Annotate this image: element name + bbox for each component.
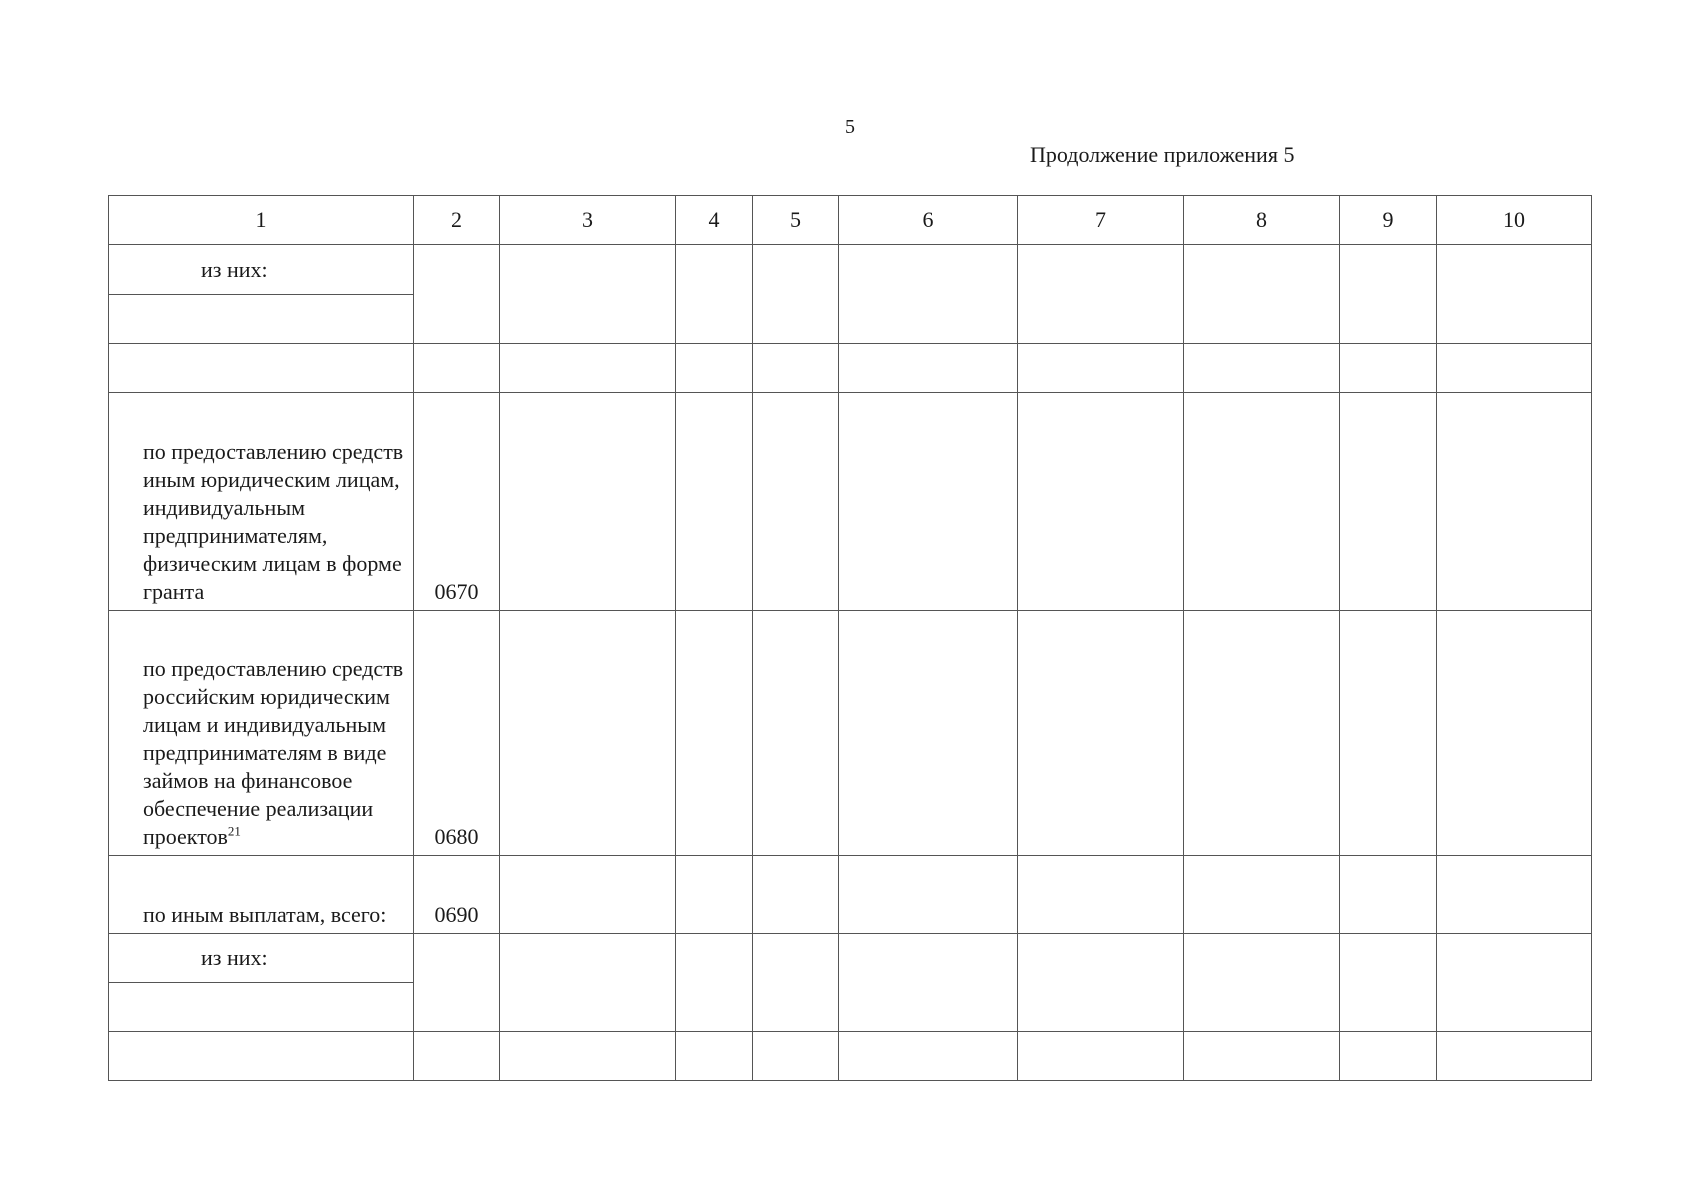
table-cell bbox=[753, 245, 839, 344]
row-code: 0690 bbox=[414, 856, 500, 934]
row-code: 0680 bbox=[414, 611, 500, 856]
table-cell bbox=[500, 393, 676, 611]
subheading-iz-nih: из них: bbox=[109, 934, 414, 983]
table-cell bbox=[500, 344, 676, 393]
row-code: 0670 bbox=[414, 393, 500, 611]
table-cell bbox=[753, 856, 839, 934]
table-cell bbox=[1184, 856, 1340, 934]
page-number: 5 bbox=[845, 116, 855, 138]
table-cell bbox=[753, 393, 839, 611]
table-cell bbox=[109, 983, 414, 1032]
column-number: 4 bbox=[676, 196, 753, 245]
table-cell bbox=[1340, 856, 1437, 934]
table-cell bbox=[676, 856, 753, 934]
column-number: 3 bbox=[500, 196, 676, 245]
column-number: 6 bbox=[839, 196, 1018, 245]
table-cell bbox=[753, 1032, 839, 1081]
table-cell bbox=[1437, 856, 1592, 934]
column-number: 5 bbox=[753, 196, 839, 245]
column-number: 7 bbox=[1018, 196, 1184, 245]
table-cell bbox=[1018, 856, 1184, 934]
table-cell bbox=[109, 1032, 414, 1081]
table-cell bbox=[500, 245, 676, 344]
table-cell bbox=[500, 934, 676, 1032]
table-cell bbox=[753, 344, 839, 393]
table-cell bbox=[1340, 344, 1437, 393]
table-cell bbox=[1018, 245, 1184, 344]
table-cell bbox=[1018, 344, 1184, 393]
subheading-iz-nih: из них: bbox=[109, 245, 414, 295]
table-cell bbox=[1437, 344, 1592, 393]
table-cell bbox=[1340, 245, 1437, 344]
table-cell bbox=[753, 611, 839, 856]
table-row bbox=[109, 344, 1592, 393]
table-cell bbox=[1184, 393, 1340, 611]
table-cell bbox=[414, 1032, 500, 1081]
table-cell bbox=[500, 611, 676, 856]
table-cell bbox=[1018, 1032, 1184, 1081]
table-cell bbox=[1184, 611, 1340, 856]
table-cell bbox=[676, 934, 753, 1032]
table-cell bbox=[109, 295, 414, 344]
table-cell bbox=[1018, 934, 1184, 1032]
table-cell bbox=[414, 245, 500, 344]
table-cell bbox=[109, 344, 414, 393]
row-label-loans-text: по предоставлению средств российским юридическим лицам и индивидуальным предпринимателям в виде займов на финансовое обеспечение реализации проектов bbox=[143, 656, 404, 849]
table-row bbox=[109, 1032, 1592, 1081]
continuation-title: Продолжение приложения 5 bbox=[1030, 142, 1295, 167]
table-cell bbox=[839, 1032, 1018, 1081]
row-label-other: по иным выплатам, всего: bbox=[109, 856, 414, 934]
table-row bbox=[109, 393, 1592, 611]
table-cell bbox=[839, 611, 1018, 856]
table-cell bbox=[839, 245, 1018, 344]
column-number: 1 bbox=[109, 196, 414, 245]
table-cell bbox=[1437, 245, 1592, 344]
table-cell bbox=[1340, 934, 1437, 1032]
row-label-loans bbox=[109, 611, 414, 856]
footnote-marker: 21 bbox=[227, 823, 241, 839]
table-cell bbox=[1340, 393, 1437, 611]
table-cell bbox=[1437, 611, 1592, 856]
table-cell bbox=[1340, 611, 1437, 856]
table-cell bbox=[1437, 934, 1592, 1032]
table-row bbox=[109, 934, 1592, 983]
table-cell bbox=[1184, 1032, 1340, 1081]
header-row bbox=[109, 196, 1592, 245]
table-cell bbox=[676, 611, 753, 856]
table-cell bbox=[839, 344, 1018, 393]
table-cell bbox=[676, 245, 753, 344]
table-cell bbox=[414, 344, 500, 393]
column-number: 9 bbox=[1340, 196, 1437, 245]
table-row bbox=[109, 245, 1592, 295]
table-cell bbox=[676, 393, 753, 611]
table-cell bbox=[839, 393, 1018, 611]
column-number: 2 bbox=[414, 196, 500, 245]
table-cell bbox=[676, 1032, 753, 1081]
table-cell bbox=[500, 856, 676, 934]
table-cell bbox=[1340, 1032, 1437, 1081]
table-cell bbox=[1184, 245, 1340, 344]
table-cell bbox=[1018, 611, 1184, 856]
row-label-grant: по предоставлению средств иным юридическим лицам, индивидуальным предпринимателям, физическим лицам в форме гранта bbox=[109, 393, 414, 611]
table-cell bbox=[414, 934, 500, 1032]
table-cell bbox=[1184, 934, 1340, 1032]
table-cell bbox=[839, 856, 1018, 934]
column-number: 8 bbox=[1184, 196, 1340, 245]
table-cell bbox=[1437, 1032, 1592, 1081]
table-cell bbox=[1437, 393, 1592, 611]
table-cell bbox=[1018, 393, 1184, 611]
report-table bbox=[108, 195, 1592, 1081]
column-number: 10 bbox=[1437, 196, 1592, 245]
table-cell bbox=[1184, 344, 1340, 393]
table-row bbox=[109, 856, 1592, 934]
table-row bbox=[109, 611, 1592, 856]
table-cell bbox=[753, 934, 839, 1032]
table-cell bbox=[839, 934, 1018, 1032]
table-cell bbox=[500, 1032, 676, 1081]
table-cell bbox=[676, 344, 753, 393]
